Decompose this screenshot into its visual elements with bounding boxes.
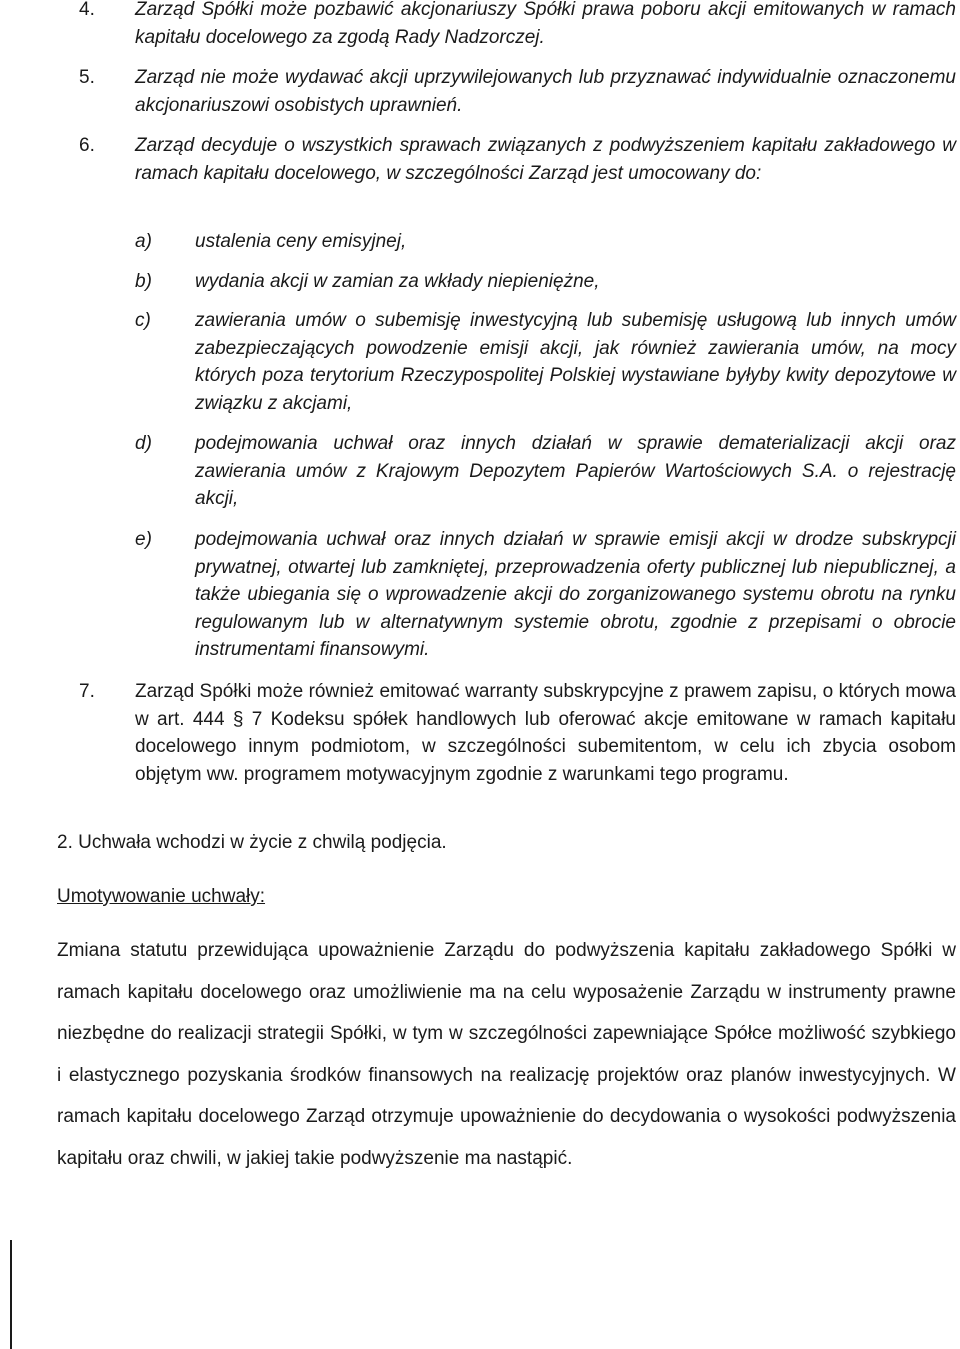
sub-item-label: a) bbox=[135, 231, 152, 252]
list-item bbox=[79, 64, 956, 119]
item-text: Zarząd Spółki może pozbawić akcjonariuszy Spółki prawa poboru akcji emitowanych w ramach kapitału docelowego za zgodą Rady Nadzorczej. bbox=[135, 0, 956, 48]
margin-line bbox=[10, 1240, 12, 1349]
sub-item-label: c) bbox=[135, 310, 151, 331]
sub-item-label: b) bbox=[135, 271, 152, 292]
sub-item-text: zawierania umów o subemisję inwestycyjną lub subemisję usługową lub innych umów zabezpieczających powodzenie emisji akcji, jak również zawierania umów, na mocy których poza terytorium Rzeczypospolitej Polskiej wystawiane byłyby kwity depozytowe w związku z akcjami, bbox=[195, 310, 956, 414]
sub-item-text: ustalenia ceny emisyjnej, bbox=[195, 231, 407, 252]
sub-list-item bbox=[135, 430, 956, 513]
sub-item-text: wydania akcji w zamian za wkłady niepieniężne, bbox=[195, 271, 600, 292]
sub-list-item bbox=[135, 307, 956, 417]
sub-item-text: podejmowania uchwał oraz innych działań w sprawie emisji akcji w drodze subskrypcji prywatnej, otwartej lub zamkniętej, przeprowadzenia oferty publicznej lub niepublicznej, a także ubiegania się o wprowadzenie akcji do zorganizowanego systemu obrotu na rynku regulowanym lub w alternatywnym systemie obrotu, zgodnie z przepisami o obrocie instrumentami finansowymi. bbox=[195, 529, 956, 661]
sub-item-label: d) bbox=[135, 433, 152, 454]
justification-heading: Umotywowanie uchwały: bbox=[57, 886, 266, 907]
sub-item-text: podejmowania uchwał oraz innych działań w sprawie dematerializacji akcji oraz zawierania umów z Krajowym Depozytem Papierów Wartościowych S.A. o rejestrację akcji, bbox=[195, 433, 956, 510]
sub-list-item bbox=[135, 526, 956, 664]
item-number: 4. bbox=[79, 0, 95, 20]
item-number: 6. bbox=[79, 135, 95, 156]
item-number: 5. bbox=[79, 67, 95, 88]
item-text: Zarząd nie może wydawać akcji uprzywilejowanych lub przyznawać indywidualnie oznaczonemu akcjonariuszowi osobistych uprawnień. bbox=[135, 67, 956, 116]
list-item bbox=[79, 678, 956, 788]
sub-list-item bbox=[135, 268, 956, 296]
item-number: 7. bbox=[79, 681, 95, 702]
item-text: Zarząd Spółki może również emitować warranty subskrypcyjne z prawem zapisu, o których mowa w art. 444 § 7 Kodeksu spółek handlowych lub oferować akcje emitowane w ramach kapitału docelowego innym podmiotom, w szczególności subemitentom, w celu ich zbycia osobom objętym ww. programem motywacyjnym zgodnie z warunkami tego programu. bbox=[135, 681, 956, 785]
item-text: Zarząd decyduje o wszystkich sprawach związanych z podwyższeniem kapitału zakładowego w ramach kapitału docelowego, w szczególności Zarząd jest umocowany do: bbox=[135, 135, 956, 184]
list-item bbox=[79, 132, 956, 187]
resolution-point: 2. Uchwała wchodzi w życie z chwilą podjęcia. bbox=[57, 832, 447, 853]
sub-list-item bbox=[135, 228, 956, 256]
justification-paragraph: Zmiana statutu przewidująca upoważnienie Zarządu do podwyższenia kapitału zakładowego Spółki w ramach kapitału docelowego oraz umożliwienie ma na celu wyposażenie Zarządu w instrumenty prawne niezbędne do realizacji strategii Spółki, w tym w szczególności zapewniające Spółce możliwość szybkiego i elastycznego pozyskania środków finansowych na realizację projektów oraz planów inwestycyjnych. W ramach kapitału docelowego Zarząd otrzymuje upoważnienie do decydowania o wysokości podwyższenia kapitału oraz chwili, w jakiej takie podwyższenie ma nastąpić. bbox=[57, 940, 956, 1169]
sub-item-label: e) bbox=[135, 529, 152, 550]
list-item bbox=[79, 0, 956, 51]
